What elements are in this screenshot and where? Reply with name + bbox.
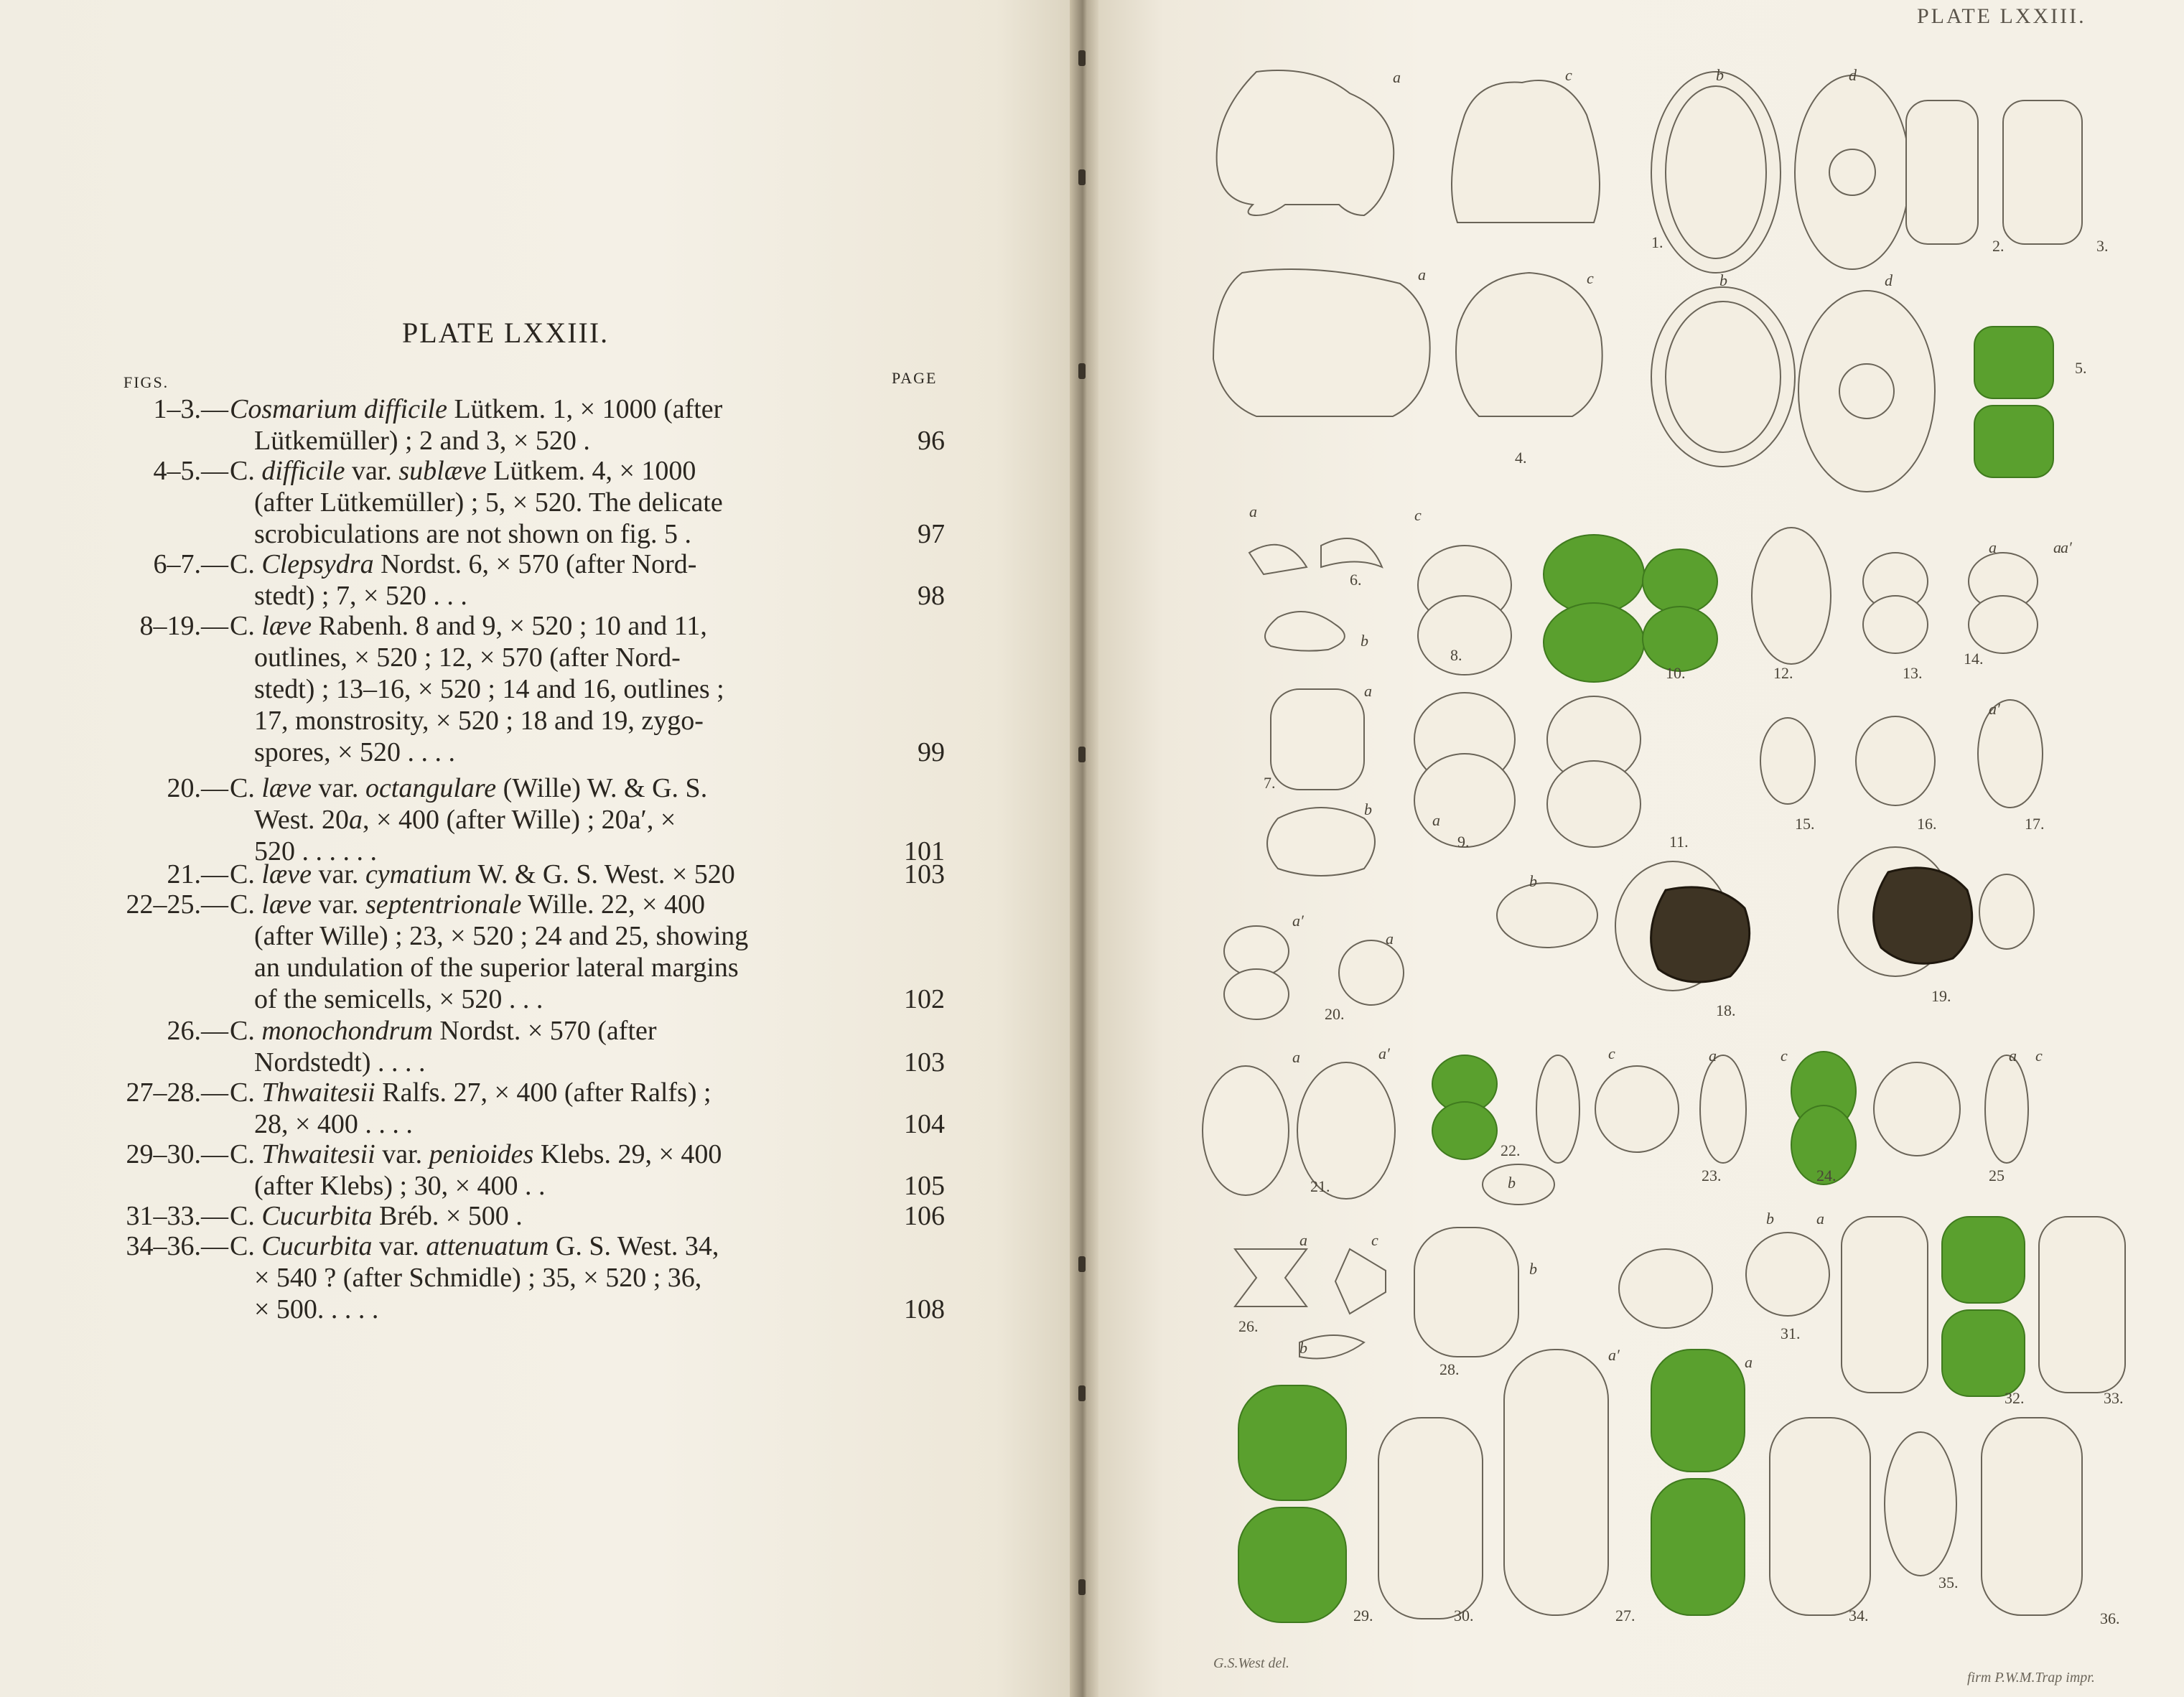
figure-number-label: 9. bbox=[1457, 833, 1470, 851]
figure-12 bbox=[1643, 549, 1717, 671]
figure-range: 34–36.— bbox=[126, 1231, 228, 1261]
figure-number-label: 10. bbox=[1666, 664, 1686, 682]
figure-number-label: 28. bbox=[1439, 1360, 1460, 1378]
figure-range: 6–7.— bbox=[153, 549, 228, 579]
italic-taxon: læve bbox=[261, 611, 312, 641]
line-text: (after Wille) ; 23, × 520 ; 24 and 25, showing bbox=[254, 921, 749, 951]
figure-view-letter: a bbox=[1745, 1353, 1753, 1371]
figure-view-letter: a bbox=[1364, 682, 1372, 700]
figure-description bbox=[230, 889, 869, 1015]
figure-view-letter: b bbox=[1299, 1339, 1307, 1357]
figure-view-letter: b bbox=[1361, 632, 1368, 650]
line-text: 17, monstrosity, × 520 ; 18 and 19, zygo- bbox=[254, 706, 704, 736]
italic-taxon: a bbox=[349, 805, 363, 835]
figure-view-letter: d bbox=[1849, 66, 1857, 84]
figure-27 bbox=[1504, 1350, 1745, 1615]
line-text: × 500. . . . . bbox=[254, 1294, 379, 1324]
line-text: C. bbox=[230, 1016, 262, 1046]
description-line bbox=[230, 889, 869, 920]
figure-13 bbox=[1752, 528, 1831, 664]
description-line bbox=[230, 1139, 869, 1170]
page-column-header: PAGE bbox=[892, 369, 938, 387]
figure-14 bbox=[1863, 553, 2038, 653]
figure-view-letter: b bbox=[1364, 800, 1372, 818]
description-line bbox=[230, 425, 869, 457]
figure-number-label: 30. bbox=[1454, 1607, 1474, 1624]
figure-17-zygospore-wrapper bbox=[1497, 883, 1597, 948]
description-line bbox=[230, 580, 869, 612]
figure-range: 29–30.— bbox=[126, 1139, 228, 1169]
figure-number-label: 35. bbox=[1938, 1574, 1959, 1591]
italic-taxon: attenuatum bbox=[426, 1231, 549, 1261]
line-text: (after Klebs) ; 30, × 400 . . bbox=[254, 1171, 546, 1201]
plate-illustration bbox=[1098, 0, 2175, 1697]
figure-4a bbox=[1213, 269, 1430, 416]
figure-view-letter: b bbox=[1529, 872, 1537, 890]
line-text: var. bbox=[375, 1139, 429, 1169]
figure-range: 8–19.— bbox=[139, 611, 228, 641]
figure-view-letter: a′ bbox=[1989, 700, 2000, 718]
figure-number-label: 20. bbox=[1325, 1005, 1345, 1023]
figure-view-letter: a bbox=[1816, 1210, 1824, 1228]
figure-36 bbox=[1982, 1418, 2082, 1615]
description-line bbox=[230, 1047, 869, 1078]
figure-view-letter: a bbox=[2009, 1047, 2017, 1065]
figure-range: 22–25.— bbox=[126, 889, 228, 920]
figure-4d bbox=[1798, 291, 1935, 492]
line-text: scrobiculations are not shown on fig. 5 . bbox=[254, 519, 691, 549]
description-line bbox=[230, 1200, 869, 1232]
figure-22 bbox=[1432, 1055, 1579, 1205]
figure-8 bbox=[1418, 546, 1511, 675]
line-text: W. & G. S. West. × 520 bbox=[471, 859, 735, 889]
line-text: Nordstedt) . . . . bbox=[254, 1047, 426, 1077]
figure-view-letter: a′ bbox=[1292, 912, 1304, 930]
description-line bbox=[230, 737, 869, 768]
page-number: 99 bbox=[918, 737, 945, 767]
line-text: C. bbox=[230, 1201, 262, 1231]
description-line bbox=[230, 673, 869, 705]
description-line bbox=[230, 1108, 869, 1140]
figure-view-letter: a bbox=[1393, 68, 1401, 86]
line-text: var. bbox=[312, 889, 365, 920]
figure-number-label: 4. bbox=[1515, 449, 1527, 467]
line-text: of the semicells, × 520 . . . bbox=[254, 984, 543, 1014]
binding-stitch bbox=[1078, 363, 1086, 379]
page-number: 103 bbox=[904, 1047, 945, 1077]
binding-stitch bbox=[1078, 747, 1086, 762]
figure-description bbox=[230, 859, 869, 890]
figure-range: 31–33.— bbox=[126, 1201, 228, 1231]
line-text: var. bbox=[345, 456, 399, 486]
figure-1c bbox=[1452, 80, 1600, 223]
page-number: 103 bbox=[904, 859, 945, 889]
line-text: Rabenh. 8 and 9, × 520 ; 10 and 11, bbox=[312, 611, 707, 641]
figure-7 bbox=[1267, 689, 1375, 876]
figure-view-letter: a bbox=[1292, 1048, 1300, 1066]
figure-range: 27–28.— bbox=[126, 1077, 228, 1108]
page-number: 102 bbox=[904, 984, 945, 1014]
figure-range: 21.— bbox=[167, 859, 228, 889]
line-text: stedt) ; 13–16, × 520 ; 14 and 16, outlines ; bbox=[254, 674, 724, 704]
figure-number-label: 22. bbox=[1501, 1141, 1521, 1159]
italic-taxon: sublæve bbox=[398, 456, 487, 486]
figure-25 bbox=[1874, 1055, 2028, 1163]
line-text: Bréb. × 500 . bbox=[372, 1201, 523, 1231]
figure-number-label: 16. bbox=[1917, 815, 1937, 833]
line-text: C. bbox=[230, 611, 262, 641]
figure-29 bbox=[1238, 1385, 1346, 1622]
figure-number-label: 5. bbox=[2075, 359, 2087, 377]
figure-description bbox=[230, 1139, 869, 1202]
line-text: Lütkem. 4, × 1000 bbox=[486, 456, 696, 486]
figure-1a bbox=[1217, 70, 1394, 215]
italic-taxon: Cucurbita bbox=[261, 1231, 373, 1261]
description-line bbox=[230, 952, 869, 983]
figure-21 bbox=[1203, 1062, 1395, 1199]
line-text: (Wille) W. & G. S. bbox=[496, 773, 708, 803]
italic-taxon: septentrionale bbox=[365, 889, 522, 920]
figure-number-label: 24. bbox=[1816, 1167, 1837, 1184]
italic-taxon: monochondrum bbox=[261, 1016, 433, 1046]
binding-stitch bbox=[1078, 1385, 1086, 1401]
page-number: 104 bbox=[904, 1109, 945, 1139]
line-text: spores, × 520 . . . . bbox=[254, 737, 456, 767]
figure-9 bbox=[1414, 693, 1515, 847]
italic-taxon: octangulare bbox=[365, 773, 497, 803]
credit-printer: firm P.W.M.Trap impr. bbox=[1967, 1670, 2095, 1686]
description-line bbox=[230, 1262, 869, 1294]
figure-view-letter: d bbox=[1885, 271, 1893, 289]
figure-20 bbox=[1224, 926, 1404, 1019]
figure-view-letter: a bbox=[1432, 811, 1440, 829]
figure-1d bbox=[1795, 75, 1910, 269]
description-line bbox=[230, 487, 869, 518]
figure-range: 4–5.— bbox=[153, 456, 228, 486]
figure-view-letter: b bbox=[1719, 271, 1727, 289]
figure-number-label: 33. bbox=[2104, 1389, 2124, 1407]
figure-view-letter: a bbox=[1249, 502, 1257, 520]
figure-view-letter: c bbox=[1371, 1231, 1378, 1249]
figure-number-label: 36. bbox=[2100, 1609, 2120, 1627]
figure-number-label: 32. bbox=[2005, 1389, 2025, 1407]
line-text: Klebs. 29, × 400 bbox=[533, 1139, 722, 1169]
line-text: C. bbox=[230, 889, 262, 920]
figure-number-label: 1. bbox=[1651, 233, 1663, 251]
italic-taxon: Thwaitesii bbox=[261, 1139, 375, 1169]
figure-range: 20.— bbox=[167, 773, 228, 803]
credit-artist: G.S.West del. bbox=[1213, 1655, 1289, 1671]
figure-view-letter: a bbox=[1386, 930, 1394, 948]
figure-description bbox=[230, 1015, 869, 1078]
page-number: 106 bbox=[904, 1201, 945, 1231]
figure-4b bbox=[1651, 287, 1795, 467]
figure-description bbox=[230, 610, 869, 768]
figure-number-label: 15. bbox=[1795, 815, 1815, 833]
figure-number-label: 29. bbox=[1353, 1607, 1373, 1624]
figs-column-header: FIGS. bbox=[123, 373, 169, 391]
description-line bbox=[230, 610, 869, 642]
figure-view-letter: a bbox=[1418, 266, 1426, 284]
line-text: C. bbox=[230, 1231, 262, 1261]
italic-taxon: læve bbox=[261, 773, 312, 803]
figure-description bbox=[230, 455, 869, 550]
italic-taxon: Clepsydra bbox=[261, 549, 374, 579]
binding-stitch bbox=[1078, 50, 1086, 66]
figure-range: 26.— bbox=[167, 1016, 228, 1046]
italic-taxon: læve bbox=[261, 859, 312, 889]
page-number: 101 bbox=[904, 836, 945, 866]
figure-number-label: 13. bbox=[1903, 664, 1923, 682]
italic-taxon: Thwaitesii bbox=[261, 1077, 375, 1108]
line-text: 28, × 400 . . . . bbox=[254, 1109, 413, 1139]
page-number: 96 bbox=[918, 426, 945, 456]
figure-description bbox=[230, 772, 869, 867]
line-text: C. bbox=[230, 773, 262, 803]
line-text: 520 . . . . . . bbox=[254, 836, 377, 866]
figure-number-label: 12. bbox=[1773, 664, 1793, 682]
description-line bbox=[230, 1170, 869, 1202]
figure-number-label: 2. bbox=[1992, 237, 2005, 255]
italic-taxon: Cucurbita bbox=[261, 1201, 373, 1231]
description-line bbox=[230, 920, 869, 952]
figure-view-letter: a bbox=[1709, 1047, 1717, 1065]
line-text: C. bbox=[230, 456, 262, 486]
description-line bbox=[230, 983, 869, 1015]
figure-view-letter: c bbox=[1781, 1047, 1788, 1065]
figure-view-letter: a′ bbox=[1608, 1346, 1620, 1364]
binding-stitch bbox=[1078, 169, 1086, 185]
figure-15-16-17 bbox=[1760, 700, 2043, 808]
figure-18 bbox=[1615, 861, 1750, 991]
italic-taxon: penioides bbox=[429, 1139, 534, 1169]
description-line bbox=[230, 1077, 869, 1108]
page-number: 108 bbox=[904, 1294, 945, 1324]
binding-stitch bbox=[1078, 1256, 1086, 1272]
description-line bbox=[230, 1294, 869, 1325]
line-text: Lütkem. 1, × 1000 (after bbox=[447, 394, 723, 424]
figure-description bbox=[230, 393, 869, 457]
figure-view-letter: b bbox=[1716, 66, 1724, 84]
figure-description bbox=[230, 548, 869, 612]
description-line bbox=[230, 642, 869, 673]
line-text: Nordst. × 570 (after bbox=[432, 1016, 657, 1046]
figure-35 bbox=[1885, 1432, 1956, 1576]
figure-view-letter: a′ bbox=[2061, 538, 2072, 556]
figure-view-letter: c bbox=[1565, 66, 1572, 84]
figure-number-label: 7. bbox=[1264, 774, 1276, 792]
figure-26 bbox=[1235, 1249, 1386, 1359]
line-text: C. bbox=[230, 549, 262, 579]
figure-number-label: 26. bbox=[1238, 1317, 1259, 1335]
figure-view-letter: a bbox=[1299, 1231, 1307, 1249]
description-line bbox=[230, 705, 869, 737]
description-line bbox=[230, 548, 869, 580]
description-line bbox=[230, 455, 869, 487]
description-line bbox=[230, 1230, 869, 1262]
figure-view-letter: c bbox=[1414, 506, 1422, 524]
description-line bbox=[230, 1015, 869, 1047]
figure-view-letter: b bbox=[1529, 1260, 1537, 1278]
figure-3 bbox=[2003, 100, 2082, 244]
figure-19 bbox=[1838, 847, 2034, 976]
line-text: var. bbox=[312, 773, 365, 803]
line-text: Lütkemüller) ; 2 and 3, × 520 . bbox=[254, 426, 590, 456]
figure-number-label: 11. bbox=[1669, 833, 1689, 851]
figure-number-label: 27. bbox=[1615, 1607, 1635, 1624]
figure-description bbox=[230, 1230, 869, 1325]
line-text: West. 20 bbox=[254, 805, 350, 835]
figure-range: 1–3.— bbox=[153, 394, 228, 424]
description-line bbox=[230, 518, 869, 550]
figure-34 bbox=[1770, 1418, 1870, 1615]
figure-number-label: 25 bbox=[1989, 1167, 2005, 1184]
figure-view-letter: c bbox=[1587, 269, 1594, 287]
figure-24 bbox=[1791, 1052, 1856, 1184]
description-line bbox=[230, 393, 869, 425]
book-gutter bbox=[1070, 0, 1098, 1697]
figure-number-label: 34. bbox=[1849, 1607, 1869, 1624]
figure-number-label: 19. bbox=[1931, 987, 1951, 1005]
line-text: C. bbox=[230, 1077, 262, 1108]
left-page bbox=[0, 0, 1083, 1697]
figure-view-letter: a bbox=[2053, 538, 2061, 556]
italic-taxon: difficile bbox=[261, 456, 345, 486]
page-heading: PLATE LXXIII. bbox=[402, 317, 610, 349]
line-text: var. bbox=[372, 1231, 426, 1261]
description-line bbox=[230, 804, 869, 836]
figure-view-letter: c bbox=[1608, 1044, 1615, 1062]
line-text: × 540 ? (after Schmidle) ; 35, × 520 ; 36, bbox=[254, 1263, 702, 1293]
page-number: 98 bbox=[918, 581, 945, 611]
figure-28 bbox=[1414, 1228, 1518, 1357]
figure-11 bbox=[1547, 696, 1641, 847]
italic-taxon: cymatium bbox=[365, 859, 472, 889]
figure-1b bbox=[1651, 72, 1781, 273]
figure-number-label: 18. bbox=[1716, 1001, 1736, 1019]
page-number: 97 bbox=[918, 519, 945, 549]
figure-view-letter: b bbox=[1508, 1174, 1516, 1192]
italic-taxon: Cosmarium difficile bbox=[230, 394, 447, 424]
line-text: stedt) ; 7, × 520 . . . bbox=[254, 581, 467, 611]
line-text: outlines, × 520 ; 12, × 570 (after Nord- bbox=[254, 642, 681, 673]
figure-number-label: 31. bbox=[1781, 1324, 1801, 1342]
figure-view-letter: b bbox=[1766, 1210, 1774, 1228]
figure-number-label: 17. bbox=[2025, 815, 2045, 833]
line-text: Ralfs. 27, × 400 (after Ralfs) ; bbox=[375, 1077, 711, 1108]
line-text: G. S. West. 34, bbox=[549, 1231, 719, 1261]
page-number: 105 bbox=[904, 1171, 945, 1201]
figure-number-label: 14. bbox=[1964, 650, 1984, 668]
line-text: C. bbox=[230, 859, 262, 889]
figure-31 bbox=[1619, 1233, 1829, 1328]
figure-view-letter: a bbox=[1989, 538, 1997, 556]
binding-stitch bbox=[1078, 1579, 1086, 1595]
description-line bbox=[230, 859, 869, 890]
figure-5 bbox=[1974, 327, 2053, 477]
figure-30 bbox=[1378, 1418, 1483, 1619]
figure-description bbox=[230, 1077, 869, 1140]
line-text: (after Lütkemüller) ; 5, × 520. The delicate bbox=[254, 487, 723, 518]
figure-2 bbox=[1906, 100, 1978, 244]
line-text: Wille. 22, × 400 bbox=[521, 889, 705, 920]
figure-32 bbox=[1842, 1217, 2125, 1396]
line-text: , × 400 (after Wille) ; 20a′, × bbox=[363, 805, 676, 835]
figure-10 bbox=[1544, 535, 1644, 682]
figure-view-letter: a′ bbox=[1378, 1044, 1390, 1062]
italic-taxon: læve bbox=[261, 889, 312, 920]
figure-view-letter: c bbox=[2035, 1047, 2043, 1065]
figure-number-label: 3. bbox=[2096, 237, 2109, 255]
figure-number-label: 21. bbox=[1310, 1177, 1330, 1195]
figure-23 bbox=[1595, 1055, 1746, 1163]
figure-4c bbox=[1456, 273, 1602, 416]
plate-title: PLATE LXXIII. bbox=[1917, 4, 2086, 28]
line-text: var. bbox=[312, 859, 365, 889]
line-text: Nordst. 6, × 570 (after Nord- bbox=[373, 549, 697, 579]
figure-number-label: 6. bbox=[1350, 571, 1362, 589]
figure-number-label: 8. bbox=[1450, 646, 1462, 664]
figure-number-label: 23. bbox=[1702, 1167, 1722, 1184]
line-text: C. bbox=[230, 1139, 262, 1169]
figure-description bbox=[230, 1200, 869, 1232]
line-text: an undulation of the superior lateral margins bbox=[254, 953, 739, 983]
description-line bbox=[230, 772, 869, 804]
